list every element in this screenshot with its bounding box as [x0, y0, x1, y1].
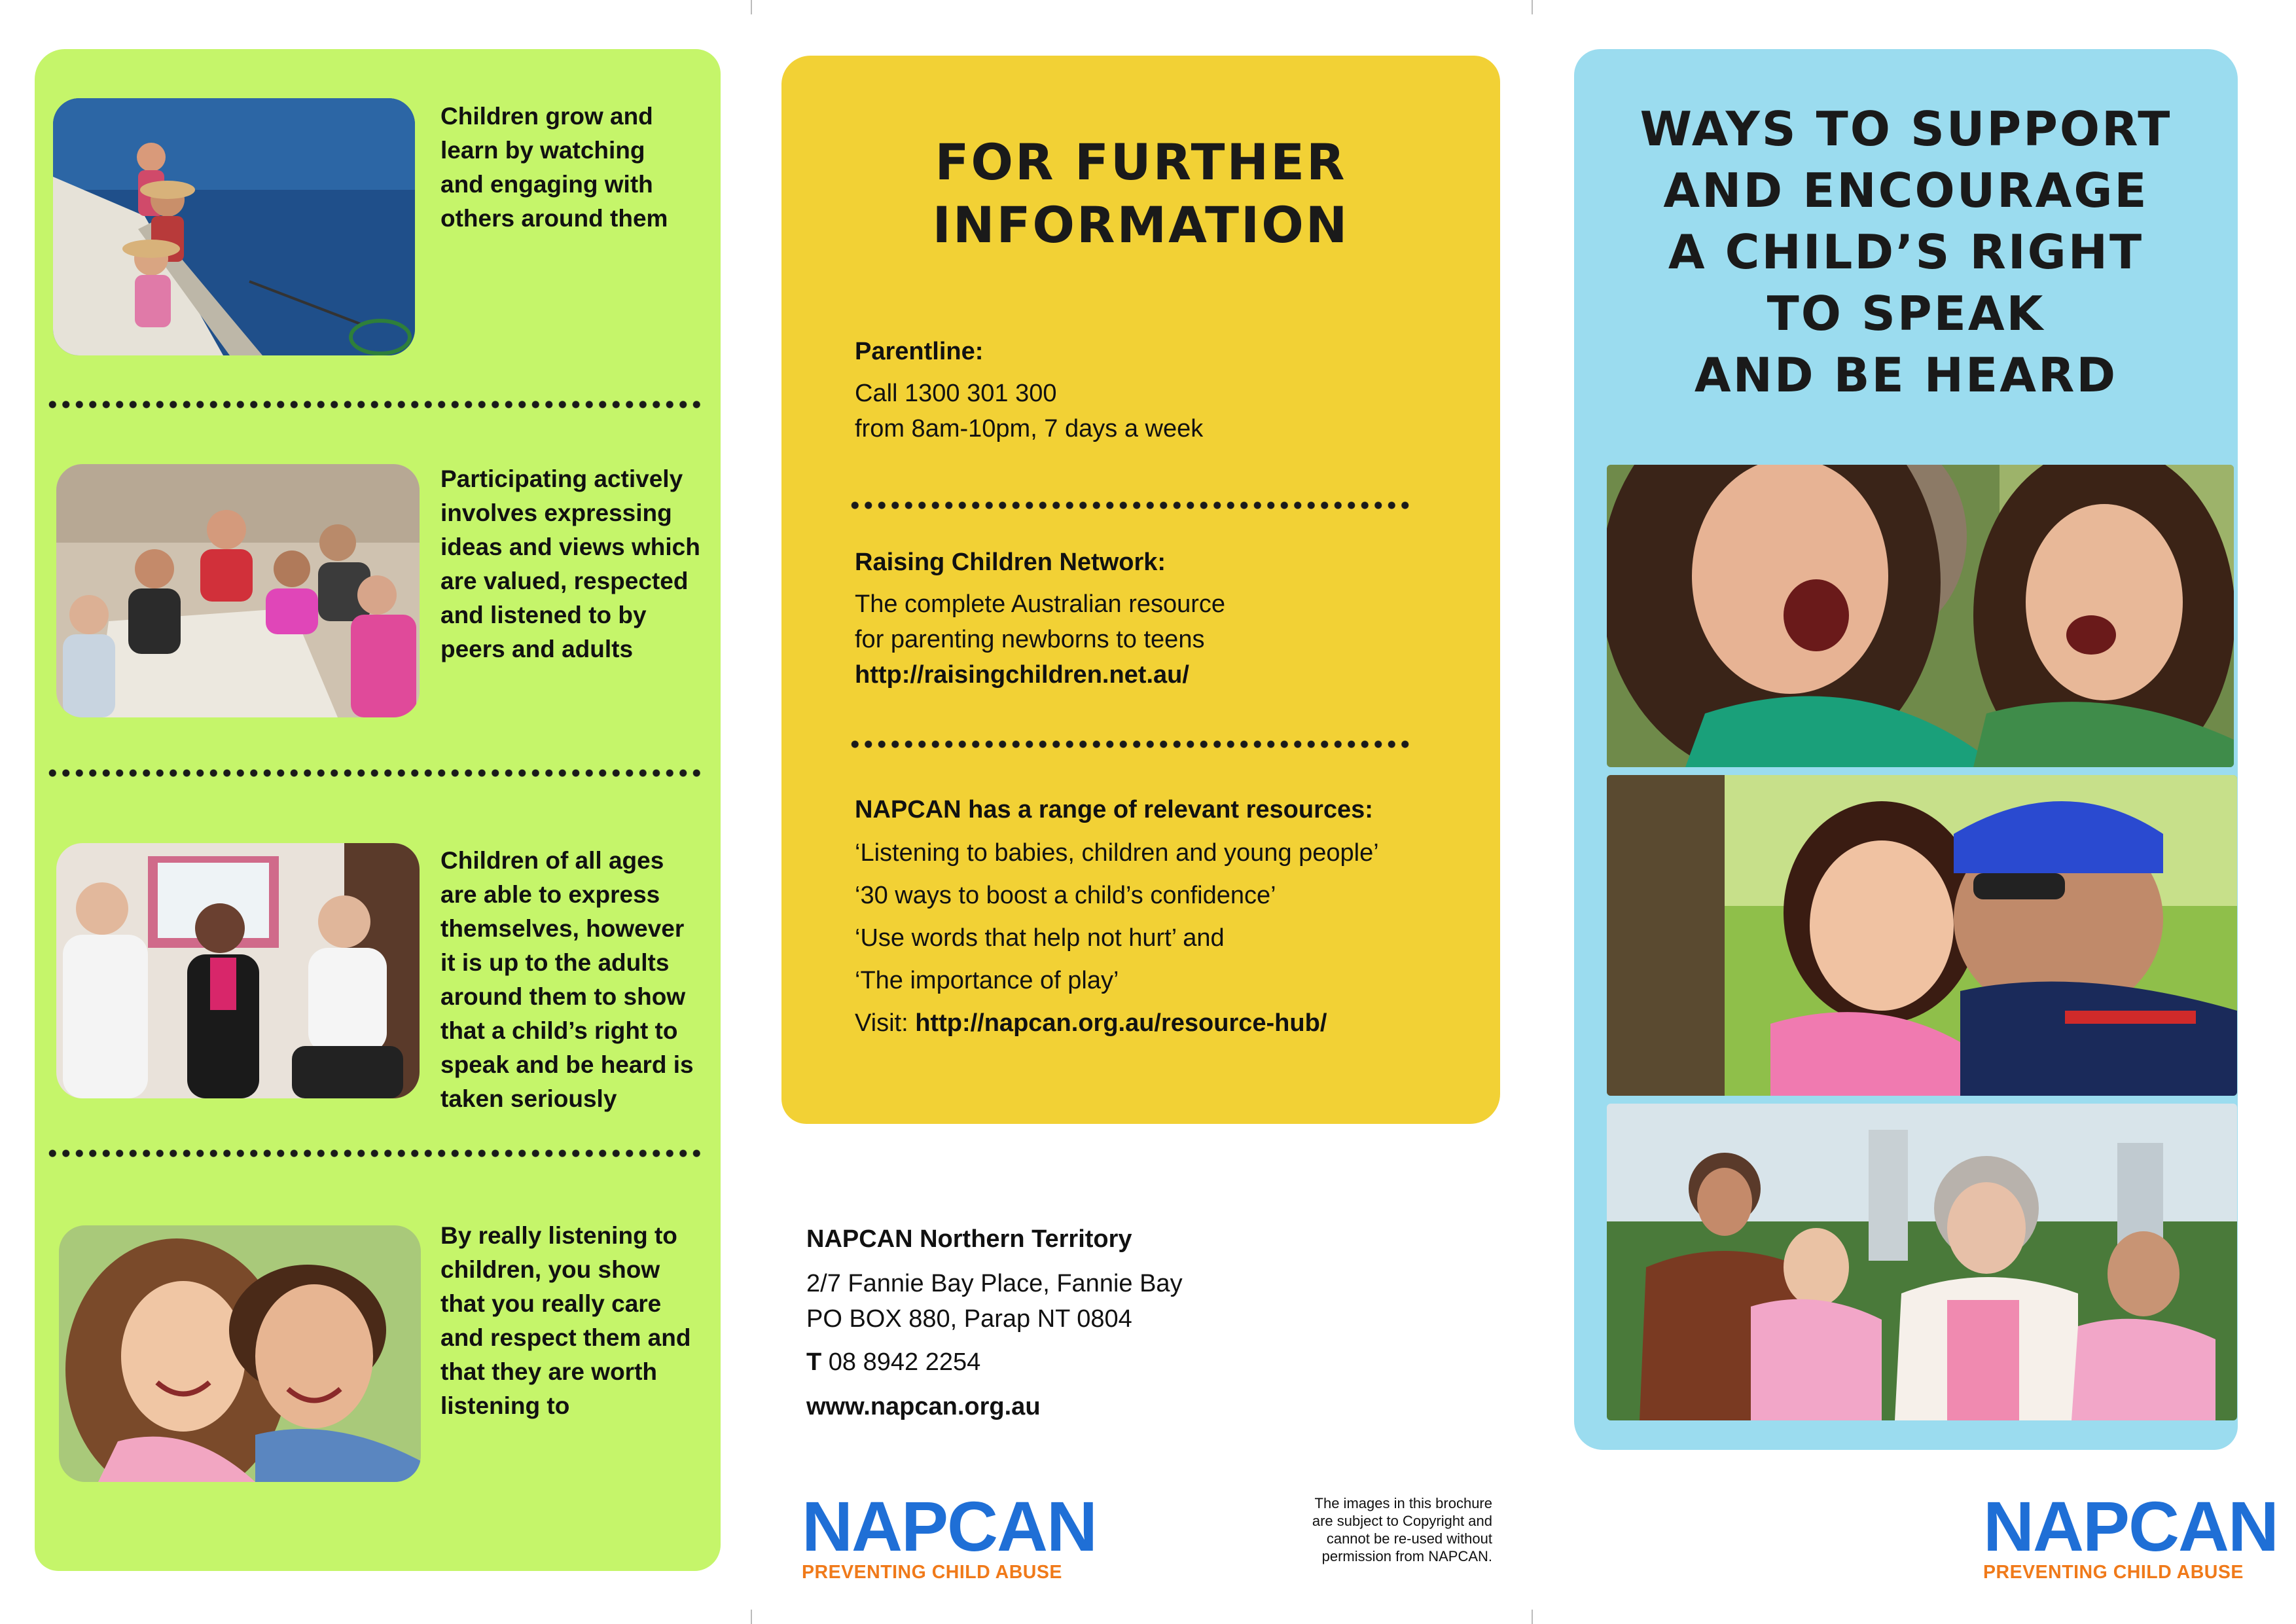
resource-item: ‘30 ways to boost a child’s confidence’ — [855, 882, 1276, 909]
trim-mark — [751, 0, 752, 14]
napcan-resources-label: NAPCAN has a range of relevant resources: — [855, 796, 1373, 823]
phone-label: T — [806, 1348, 822, 1376]
text-line: that you really care — [440, 1290, 662, 1317]
adults-and-girl-photo — [56, 843, 420, 1098]
resource-hub-link[interactable]: http://napcan.org.au/resource-hub/ — [915, 1009, 1327, 1037]
text-line: involves expressing — [440, 499, 672, 526]
rcn-label: Raising Children Network: — [855, 549, 1166, 576]
dotted-divider — [848, 501, 1411, 510]
title-line: WAYS TO SUPPORT — [1640, 101, 2172, 156]
logo-tagline: PREVENTING CHILD ABUSE — [802, 1562, 1062, 1583]
dotted-divider — [46, 768, 700, 778]
laughing-girls-photo — [1607, 465, 2234, 767]
copyright-line: cannot be re-used without — [1326, 1530, 1492, 1547]
logo-name: NAPCAN — [802, 1487, 1097, 1566]
resource-item: ‘Listening to babies, children and young people’ — [855, 839, 1379, 867]
family-in-park-photo — [1607, 1104, 2237, 1420]
text-line: themselves, however — [440, 915, 685, 942]
logo-tagline: PREVENTING CHILD ABUSE — [1983, 1562, 2244, 1583]
trim-mark — [1532, 1610, 1533, 1624]
phone-number: 08 8942 2254 — [821, 1348, 981, 1376]
rcn-description: for parenting newborns to teens — [855, 626, 1205, 653]
text-line: and engaging with — [440, 171, 653, 198]
copyright-notice — [1211, 1494, 1492, 1565]
contact-org: NAPCAN Northern Territory — [806, 1225, 1132, 1253]
resource-item: ‘Use words that help not hurt’ and — [855, 924, 1225, 952]
title-line: AND BE HEARD — [1694, 348, 2118, 403]
napcan-logo — [802, 1487, 1097, 1583]
contact-phone — [806, 1348, 980, 1377]
father-kissing-daughter-photo — [1607, 775, 2237, 1096]
text-line: ideas and views which — [440, 533, 700, 560]
dotted-divider — [46, 400, 700, 409]
rcn-link[interactable]: http://raisingchildren.net.au/ — [855, 661, 1189, 689]
copyright-line: The images in this brochure — [1314, 1495, 1492, 1511]
children-fishing-photo — [53, 98, 415, 355]
item-1-text — [440, 99, 668, 236]
copyright-line: are subject to Copyright and — [1312, 1513, 1492, 1529]
contact-address: PO BOX 880, Parap NT 0804 — [806, 1305, 1132, 1333]
text-line: listening to — [440, 1392, 570, 1419]
resource-visit — [855, 1009, 1327, 1038]
trim-mark — [751, 1610, 752, 1624]
text-line: Children grow and — [440, 103, 653, 130]
text-line: that a child’s right to — [440, 1017, 678, 1044]
parentline-label: Parentline: — [855, 338, 984, 365]
rcn-description: The complete Australian resource — [855, 590, 1226, 618]
visit-label: Visit: — [855, 1009, 916, 1037]
text-line: peers and adults — [440, 636, 634, 662]
title-line: AND ENCOURAGE — [1663, 163, 2149, 218]
item-3-text — [440, 844, 694, 1116]
text-line: are valued, respected — [440, 568, 689, 594]
text-line: Participating actively — [440, 465, 683, 492]
parentline-hours: from 8am-10pm, 7 days a week — [855, 415, 1204, 442]
cover-title — [1574, 98, 2238, 406]
text-line: and respect them and — [440, 1324, 691, 1351]
dotted-divider — [46, 1149, 700, 1158]
text-line: speak and be heard is — [440, 1051, 694, 1078]
title-line: A CHILD’S RIGHT — [1668, 225, 2144, 280]
contact-address: 2/7 Fannie Bay Place, Fannie Bay — [806, 1270, 1183, 1297]
text-line: Children of all ages — [440, 847, 664, 874]
napcan-logo — [1983, 1487, 2278, 1583]
title-line: FOR FURTHER — [935, 133, 1347, 191]
text-line: By really listening to — [440, 1222, 677, 1249]
text-line: that they are worth — [440, 1358, 657, 1385]
text-line: it is up to the adults — [440, 949, 670, 976]
item-2-text — [440, 462, 700, 666]
further-info-title — [781, 131, 1500, 257]
copyright-line: permission from NAPCAN. — [1321, 1548, 1492, 1564]
text-line: others around them — [440, 205, 668, 232]
smiling-siblings-photo — [59, 1225, 421, 1482]
resource-item: ‘The importance of play’ — [855, 967, 1119, 994]
trim-mark — [1532, 0, 1533, 14]
text-line: and listened to by — [440, 602, 647, 628]
parentline-phone: Call 1300 301 300 — [855, 380, 1057, 407]
text-line: taken seriously — [440, 1085, 617, 1112]
logo-name: NAPCAN — [1983, 1487, 2278, 1566]
text-line: are able to express — [440, 881, 660, 908]
dotted-divider — [848, 740, 1411, 749]
text-line: children, you show — [440, 1256, 660, 1283]
group-discussion-photo — [56, 464, 420, 717]
item-4-text — [440, 1219, 691, 1423]
website-link[interactable]: www.napcan.org.au — [806, 1393, 1041, 1420]
title-line: TO SPEAK — [1767, 286, 2045, 341]
title-line: INFORMATION — [932, 196, 1350, 254]
text-line: around them to show — [440, 983, 686, 1010]
text-line: learn by watching — [440, 137, 645, 164]
